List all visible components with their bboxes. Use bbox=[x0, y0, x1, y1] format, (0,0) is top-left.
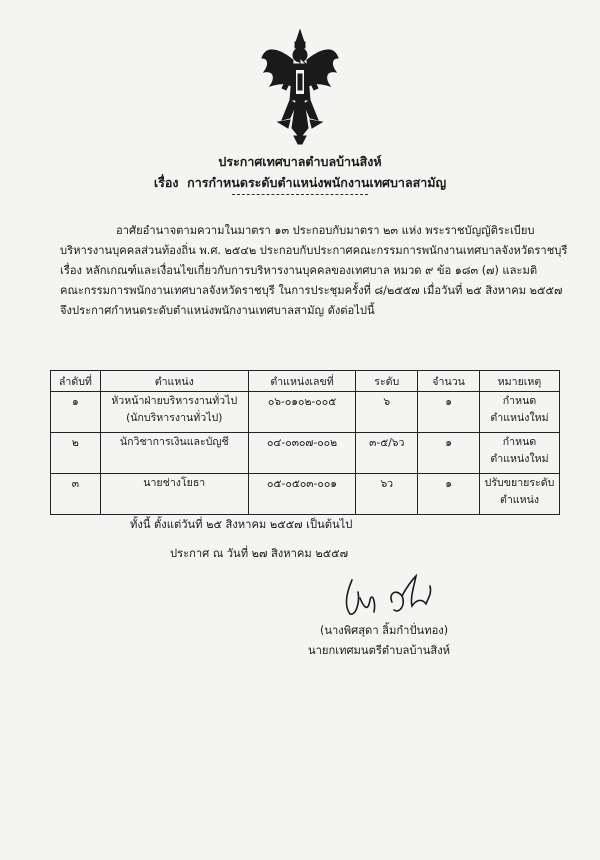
document-title: ประกาศเทศบาลตำบลบ้านสิงห์ bbox=[218, 154, 382, 169]
cell-position bbox=[100, 433, 248, 474]
handwritten-signature bbox=[330, 572, 460, 622]
document-subject bbox=[0, 173, 600, 193]
body-line: คณะกรรมการพนักงานเทศบาลจังหวัดราชบุรี ในการประชุมครั้งที่ ๘/๒๕๕๗ เมื่อวันที่ ๒๕ สิงหาคม ๒๕๕๗ bbox=[60, 284, 563, 297]
body-line: จึงประกาศกำหนดระดับตำแหน่งพนักงานเทศบาลสามัญ ดังต่อไปนี้ bbox=[60, 304, 375, 317]
header-position-no: ตำแหน่งเลขที่ bbox=[248, 371, 356, 392]
position-line: (นักบริหารงานทั่วไป) bbox=[126, 412, 223, 424]
cell-level: ๖ว bbox=[356, 474, 418, 515]
position-line: นักวิชาการเงินและบัญชี bbox=[119, 436, 229, 448]
note-line: ปรับขยายระดับ bbox=[484, 477, 555, 489]
table-row bbox=[51, 433, 560, 474]
position-table bbox=[50, 370, 560, 515]
table-row bbox=[51, 474, 560, 515]
effective-date-text: ทั้งนี้ ตั้งแต่วันที่ ๒๕ สิงหาคม ๒๕๕๗ เป็นต้นไป bbox=[130, 518, 353, 531]
table-row bbox=[51, 392, 560, 433]
table-header-row bbox=[51, 371, 560, 392]
cell-count: ๑ bbox=[418, 474, 480, 515]
cell-no: ๓ bbox=[51, 474, 101, 515]
body-line: อาศัยอำนาจตามความในมาตรา ๑๓ ประกอบกับมาตรา ๒๓ แห่ง พระราชบัญญัติระเบียบ bbox=[116, 224, 535, 237]
position-line: นายช่างโยธา bbox=[143, 477, 206, 489]
body-line: เรื่อง หลักเกณฑ์และเงื่อนไขเกี่ยวกับการบริหารงานบุคคลของเทศบาล หมวด ๙ ข้อ ๑๘๓ (๗) และมติ bbox=[60, 264, 538, 277]
signer-title: นายกเทศมนตรีตำบลบ้านสิงห์ bbox=[308, 644, 451, 657]
position-line: หัวหน้าฝ่ายบริหารงานทั่วไป bbox=[111, 395, 238, 407]
cell-position-no: ๐๖-๐๑๐๒-๐๐๕ bbox=[248, 392, 356, 433]
note-line: ตำแหน่ง bbox=[499, 494, 540, 506]
cell-count: ๑ bbox=[418, 392, 480, 433]
note-line: ตำแหน่งใหม่ bbox=[490, 453, 549, 465]
cell-note bbox=[479, 474, 559, 515]
note-line: ตำแหน่งใหม่ bbox=[490, 412, 549, 424]
cell-note bbox=[479, 433, 559, 474]
body-line: บริหารงานบุคคลส่วนท้องถิ่น พ.ศ. ๒๕๔๒ ประกอบกับประกาศคณะกรรมการพนักงานเทศบาลจังหวัดราชบุรี bbox=[60, 244, 568, 257]
note-line: กำหนด bbox=[502, 436, 537, 448]
cell-level: ๓-๕/๖ว bbox=[356, 433, 418, 474]
announcement-date-text: ประกาศ ณ วันที่ ๒๗ สิงหาคม ๒๕๕๗ bbox=[170, 547, 349, 560]
title-divider bbox=[232, 194, 368, 195]
header-level: ระดับ bbox=[356, 371, 418, 392]
header-count: จำนวน bbox=[418, 371, 480, 392]
cell-position-no: ๐๔-๐๓๐๗-๐๐๒ bbox=[248, 433, 356, 474]
signer-name: (นางพิศสุดา ลิ้มกำปั่นทอง) bbox=[320, 624, 449, 637]
note-line: กำหนด bbox=[502, 395, 537, 407]
header-note: หมายเหตุ bbox=[479, 371, 559, 392]
header-position: ตำแหน่ง bbox=[100, 371, 248, 392]
subject-text: การกำหนดระดับตำแหน่งพนักงานเทศบาลสามัญ bbox=[187, 175, 447, 190]
cell-note bbox=[479, 392, 559, 433]
cell-position-no: ๐๕-๐๕๐๓-๐๐๑ bbox=[248, 474, 356, 515]
cell-no: ๒ bbox=[51, 433, 101, 474]
body-paragraph bbox=[60, 221, 568, 321]
cell-position bbox=[100, 474, 248, 515]
cell-level: ๖ bbox=[356, 392, 418, 433]
cell-count: ๑ bbox=[418, 433, 480, 474]
subject-label: เรื่อง bbox=[153, 175, 179, 190]
header-no: ลำดับที่ bbox=[51, 371, 101, 392]
cell-position bbox=[100, 392, 248, 433]
cell-no: ๑ bbox=[51, 392, 101, 433]
garuda-emblem-icon bbox=[260, 28, 340, 146]
